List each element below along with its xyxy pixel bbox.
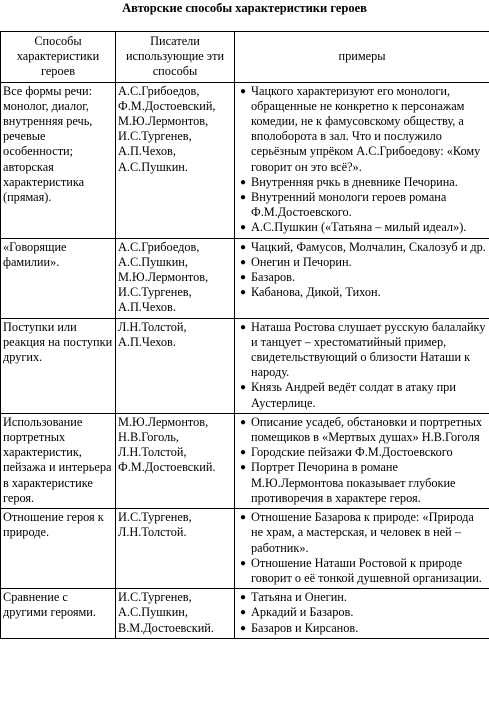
example-text: Отношение Базарова к природе: «Природа не храм, а мастерская, и человек в ней – работник». (251, 510, 474, 555)
list-item (237, 556, 487, 586)
writers-cell: М.Ю.Лермонтов, Н.В.Гоголь, Л.Н.Толстой, Ф.М.Достоевский. (116, 413, 235, 508)
list-item (237, 240, 487, 255)
page-title: Авторские способы характеристики героев (122, 1, 367, 15)
examples-cell (235, 318, 489, 413)
bullet-icon: ● (240, 462, 247, 474)
list-item (237, 510, 487, 556)
header-examples: примеры (235, 32, 489, 83)
example-text: Портрет Печорина в романе М.Ю.Лермонтова показывает глубокие противоречия в характере героя. (251, 460, 456, 505)
examples-list (237, 84, 487, 236)
list-item (237, 270, 487, 285)
example-text: Базаров и Кирсанов. (251, 620, 359, 635)
example-text: Внутренний монологи героев романа Ф.М.Достоевского. (251, 190, 447, 220)
example-text: Наташа Ростова слушает русскую балалайку и танцует – хрестоматийный пример, свидетельствующий о близости Наташи к народу. (251, 319, 486, 380)
example-text: А.С.Пушкин («Татьяна – милый идеал»). (251, 220, 467, 235)
table-row (1, 318, 489, 413)
list-item (237, 175, 487, 190)
examples-cell (235, 509, 489, 589)
list-item (237, 460, 487, 506)
example-text: Онегин и Печорин. (251, 254, 352, 269)
example-text: Базаров. (251, 270, 296, 285)
method-cell: Поступки или реакция на поступки других. (1, 318, 116, 413)
examples-list (237, 320, 487, 411)
example-text: Кабанова, Дикой, Тихон. (251, 285, 381, 300)
list-item (237, 220, 487, 235)
list-item (237, 621, 487, 636)
examples-cell (235, 589, 489, 639)
example-text: Аркадий и Базаров. (251, 605, 354, 620)
table-row (1, 238, 489, 318)
method-cell: Отношение героя к природе. (1, 509, 116, 589)
bullet-icon: ● (240, 321, 247, 333)
bullet-icon: ● (240, 607, 247, 619)
list-item (237, 84, 487, 175)
list-item (237, 380, 487, 410)
list-item (237, 590, 487, 605)
table-row (1, 413, 489, 508)
table-row (1, 509, 489, 589)
bullet-icon: ● (240, 192, 247, 204)
examples-list (237, 415, 487, 506)
bullet-icon: ● (240, 287, 247, 299)
method-cell: Сравнение с другими героями. (1, 589, 116, 639)
bullet-icon: ● (240, 256, 247, 268)
bullet-icon: ● (240, 622, 247, 634)
bullet-icon: ● (240, 512, 247, 524)
list-item (237, 255, 487, 270)
method-cell: Все формы речи: монолог, диалог, внутренняя речь, речевые особенности; авторская характеристика (прямая). (1, 82, 116, 238)
examples-list (237, 590, 487, 636)
list-item (237, 445, 487, 460)
example-text: Князь Андрей ведёт солдат в атаку при Аустерлице. (251, 380, 456, 410)
header-row (1, 32, 489, 83)
characterization-table (0, 31, 489, 639)
method-cell: Использование портретных характеристик, пейзажа и интерьера в характеристике героя. (1, 413, 116, 508)
list-item (237, 190, 487, 220)
bullet-icon: ● (240, 382, 247, 394)
list-item (237, 285, 487, 300)
example-text: Внутренняя рчкь в дневнике Печорина. (251, 174, 458, 189)
bullet-icon: ● (240, 592, 247, 604)
writers-cell: И.С.Тургенев, А.С.Пушкин, В.М.Достоевский. (116, 589, 235, 639)
bullet-icon: ● (240, 557, 247, 569)
examples-cell (235, 413, 489, 508)
bullet-icon: ● (240, 416, 247, 428)
examples-cell (235, 82, 489, 238)
example-text: Отношение Наташи Ростовой к природе говорит о её тонкой душевной организации. (251, 555, 482, 585)
bullet-icon: ● (240, 176, 247, 188)
examples-cell (235, 238, 489, 318)
bullet-icon: ● (240, 447, 247, 459)
example-text: Городские пейзажи Ф.М.Достоевского (251, 445, 453, 460)
list-item (237, 415, 487, 445)
table-row (1, 82, 489, 238)
bullet-icon: ● (240, 85, 247, 97)
header-methods: Способы характеристики героев (1, 32, 116, 83)
writers-cell: А.С.Грибоедов, А.С.Пушкин, М.Ю.Лермонтов, И.С.Тургенев, А.П.Чехов. (116, 238, 235, 318)
example-text: Описание усадеб, обстановки и портретных помещиков в «Мертвых душах» Н.В.Гоголя (251, 414, 483, 445)
example-text: Чацкий, Фамусов, Молчалин, Скалозуб и др. (251, 239, 486, 254)
writers-cell: И.С.Тургенев, Л.Н.Толстой. (116, 509, 235, 589)
header-writers: Писатели использующие эти способы (116, 32, 235, 83)
bullet-icon: ● (240, 272, 247, 284)
list-item (237, 320, 487, 381)
method-cell: «Говорящие фамилии». (1, 238, 116, 318)
writers-cell: Л.Н.Толстой, А.П.Чехов. (116, 318, 235, 413)
example-text: Чацкого характеризуют его монологи, обращенные не конкретно к персонажам комедии, не к фамусовскому обществу, а вполоборота в зал. Что и послужило серьёзным упрёком А.С.Грибоедову: «Кому говорит он это всё?». (251, 83, 481, 174)
example-text: Татьяна и Онегин. (251, 590, 347, 605)
bullet-icon: ● (240, 222, 247, 234)
list-item (237, 605, 487, 620)
bullet-icon: ● (240, 241, 247, 253)
examples-list (237, 240, 487, 301)
writers-cell: А.С.Грибоедов, Ф.М.Достоевский, М.Ю.Лермонтов, И.С.Тургенев, А.П.Чехов, А.С.Пушкин. (116, 82, 235, 238)
table-row (1, 589, 489, 639)
examples-list (237, 510, 487, 586)
table-body (1, 82, 489, 638)
